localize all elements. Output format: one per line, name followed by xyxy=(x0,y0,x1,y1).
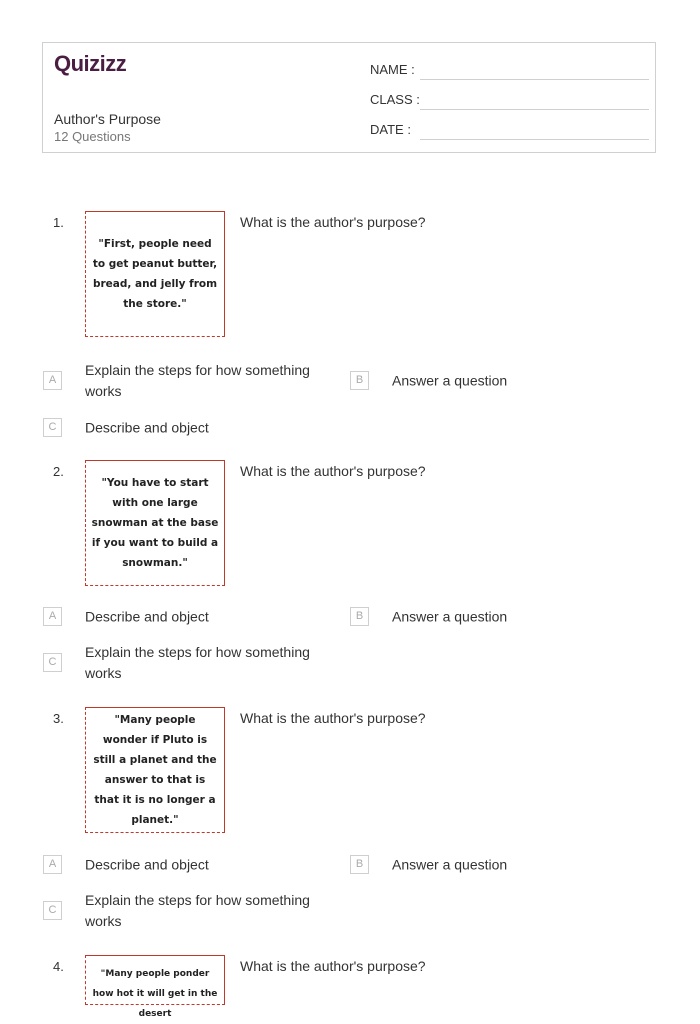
question-number: 3. xyxy=(53,711,64,726)
question-text: What is the author's purpose? xyxy=(240,958,426,974)
question-text: What is the author's purpose? xyxy=(240,710,426,726)
option-c[interactable] xyxy=(43,892,333,929)
option-text: Answer a question xyxy=(392,608,508,625)
quizizz-logo: Quizizz xyxy=(54,51,127,76)
date-field xyxy=(370,120,648,150)
student-info-fields xyxy=(370,60,648,150)
option-letter: C xyxy=(43,901,62,920)
option-letter: B xyxy=(350,607,369,626)
question-number: 1. xyxy=(53,215,64,230)
option-text: Explain the steps for how something works xyxy=(85,892,310,929)
question-number: 2. xyxy=(53,464,64,479)
question-text: What is the author's purpose? xyxy=(240,214,426,230)
question-image: "First, people need to get peanut butter, bread, and jelly from the store." xyxy=(85,211,225,337)
option-c[interactable] xyxy=(43,644,333,681)
option-letter: C xyxy=(43,418,62,437)
option-a[interactable] xyxy=(43,362,333,399)
name-field xyxy=(370,60,648,90)
worksheet-title: Author's Purpose xyxy=(54,111,161,127)
option-text: Describe and object xyxy=(85,419,209,436)
option-letter: C xyxy=(43,653,62,672)
date-label: DATE : xyxy=(370,122,411,137)
date-line xyxy=(420,139,649,140)
class-field xyxy=(370,90,648,120)
option-b[interactable] xyxy=(350,607,640,627)
class-line xyxy=(420,109,649,110)
option-letter: B xyxy=(350,371,369,390)
name-line xyxy=(420,79,649,80)
class-label: CLASS : xyxy=(370,92,420,107)
option-a[interactable] xyxy=(43,607,333,627)
worksheet-header xyxy=(42,42,656,153)
question-image: "Many people ponder how hot it will get in the desert xyxy=(85,955,225,1005)
option-letter: A xyxy=(43,371,62,390)
name-label: NAME : xyxy=(370,62,415,77)
option-text: Describe and object xyxy=(85,856,209,873)
option-b[interactable] xyxy=(350,855,640,875)
option-letter: A xyxy=(43,855,62,874)
question-image: "Many people wonder if Pluto is still a planet and the answer to that is that it is no longer a planet." xyxy=(85,707,225,833)
option-text: Explain the steps for how something works xyxy=(85,362,310,399)
option-b[interactable] xyxy=(350,371,640,391)
option-a[interactable] xyxy=(43,855,333,875)
option-text: Answer a question xyxy=(392,856,508,873)
option-letter: A xyxy=(43,607,62,626)
option-letter: B xyxy=(350,855,369,874)
question-count: 12 Questions xyxy=(54,129,131,144)
option-text: Explain the steps for how something works xyxy=(85,644,310,681)
question-image: "You have to start with one large snowman at the base if you want to build a snowman." xyxy=(85,460,225,586)
option-text: Answer a question xyxy=(392,372,508,389)
option-text: Describe and object xyxy=(85,608,209,625)
question-text: What is the author's purpose? xyxy=(240,463,426,479)
question-number: 4. xyxy=(53,959,64,974)
option-c[interactable] xyxy=(43,418,333,438)
